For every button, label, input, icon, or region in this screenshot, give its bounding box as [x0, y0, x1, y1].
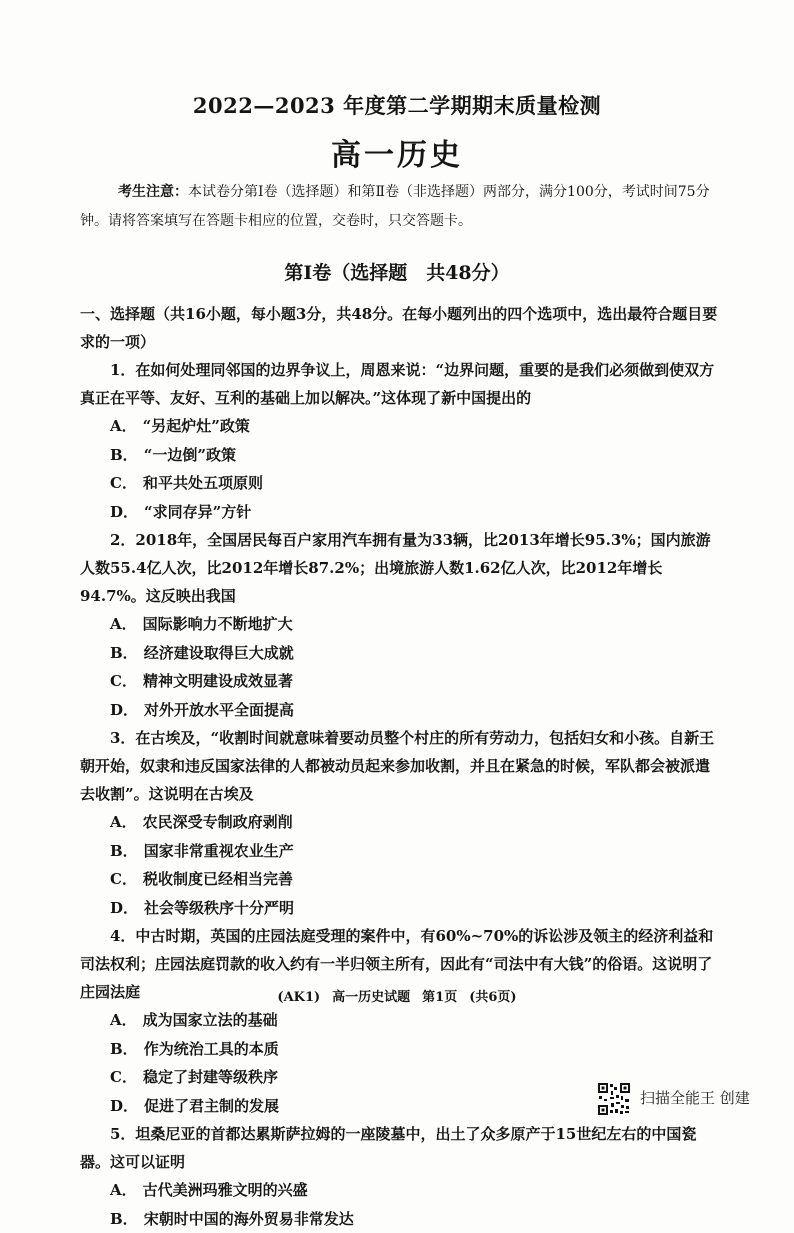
option-b: B． 宋朝时中国的海外贸易非常发达: [110, 1205, 420, 1233]
exam-subject: 高一历史: [0, 130, 794, 174]
option-d: D． 促进了君主制的发展: [110, 1092, 420, 1121]
option-b: B． “一边倒”政策: [110, 441, 420, 470]
option-c: C． 和平共处五项原则: [110, 469, 420, 498]
exam-notice: [80, 178, 718, 236]
question-item: [80, 724, 720, 922]
footer-code: (AK1): [277, 990, 320, 1005]
footer-total: (共6页): [469, 990, 516, 1005]
scanner-watermark: 扫描全能王 创建: [640, 1087, 750, 1108]
question-stem: 1．在如何处理同邻国的边界争议上，周恩来说：“边界问题，重要的是我们必须做到使双方真正在平等、友好、互利的基础上加以解决。”这体现了新中国提出的: [80, 356, 720, 412]
question-stem: 3．在古埃及，“收割时间就意味着要动员整个村庄的所有劳动力，包括妇女和小孩。自新王朝开始，奴隶和违反国家法律的人都被动员起来参加收割，并且在紧急的时候，军队都会被派遣去收割”。这说明在古埃及: [80, 724, 720, 808]
option-d: D． 对外开放水平全面提高: [110, 696, 420, 725]
option-d: D． 社会等级秩序十分严明: [110, 894, 420, 923]
option-list: [80, 808, 720, 922]
question-item: [80, 356, 720, 526]
option-a: A． 农民深受专制政府剥削: [110, 808, 420, 837]
option-c: C． 精神文明建设成效显著: [110, 667, 420, 696]
question-stem: 2．2018年，全国居民每百户家用汽车拥有量为33辆，比2013年增长95.3%；国内旅游人数55.4亿人次，比2012年增长87.2%；出境旅游人数1.62亿人次，比2012年增长94.7%。这反映出我国: [80, 526, 720, 610]
notice-text: 本试卷分第Ⅰ卷（选择题）和第Ⅱ卷（非选择题）两部分，满分100分，考试时间75分钟。请将答案填写在答题卡相应的位置，交卷时，只交答题卡。: [80, 184, 710, 229]
qr-code-icon: [597, 1082, 631, 1116]
section-title: 第Ⅰ卷（选择题 共48分）: [0, 258, 794, 285]
option-list: [80, 610, 720, 724]
section-instructions: 一、选择题（共16小题，每小题3分，共48分。在每小题列出的四个选项中，选出最符合题目要求的一项）: [80, 300, 720, 356]
question-item: [80, 526, 720, 724]
page-footer: [0, 986, 794, 1005]
question-stem: 4．中古时期，英国的庄园法庭受理的案件中，有60%~70%的诉讼涉及领主的经济利益和司法权利；庄园法庭罚款的收入约有一半归领主所有，因此有“司法中有大钱”的俗语。这说明了庄园法庭: [80, 922, 720, 1006]
option-b: B． 经济建设取得巨大成就: [110, 639, 420, 668]
option-list: [80, 412, 720, 526]
option-b: B． 作为统治工具的本质: [110, 1035, 420, 1064]
option-a: A． “另起炉灶”政策: [110, 412, 420, 441]
option-list: [80, 1176, 720, 1233]
option-a: A． 古代美洲玛雅文明的兴盛: [110, 1176, 420, 1205]
exam-title: 2022—2023 年度第二学期期末质量检测: [0, 90, 794, 120]
footer-name: 高一历史试题: [332, 990, 410, 1005]
option-c: C． 稳定了封建等级秩序: [110, 1063, 420, 1092]
notice-label: 考生注意：: [118, 184, 188, 200]
question-stem: 5．坦桑尼亚的首都达累斯萨拉姆的一座陵墓中，出土了众多原产于15世纪左右的中国瓷器。这可以证明: [80, 1120, 720, 1176]
option-c: C． 税收制度已经相当完善: [110, 865, 420, 894]
option-a: A． 成为国家立法的基础: [110, 1006, 420, 1035]
option-d: D． “求同存异”方针: [110, 498, 420, 527]
option-a: A． 国际影响力不断地扩大: [110, 610, 420, 639]
option-b: B． 国家非常重视农业生产: [110, 837, 420, 866]
footer-page: 第1页: [422, 990, 457, 1005]
question-item: [80, 1120, 720, 1233]
